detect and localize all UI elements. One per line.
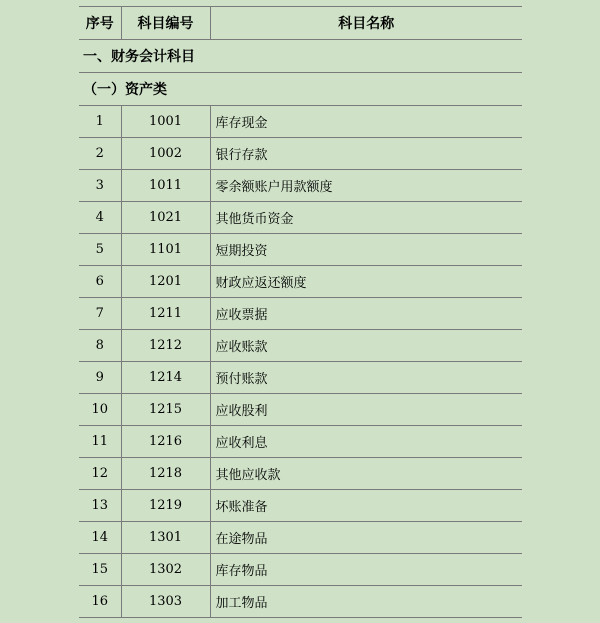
table-row [79,586,522,618]
row-name: 坏账准备 [210,490,522,522]
row-seq: 4 [79,202,121,234]
row-seq: 2 [79,138,121,170]
row-code: 1214 [121,362,210,394]
table-row [79,330,522,362]
row-code: 1021 [121,202,210,234]
row-name: 短期投资 [210,234,522,266]
row-seq: 15 [79,554,121,586]
row-code: 1216 [121,426,210,458]
row-name: 银行存款 [210,138,522,170]
row-seq: 9 [79,362,121,394]
row-name: 其他货币资金 [210,202,522,234]
row-code: 1218 [121,458,210,490]
header-code: 科目编号 [121,7,210,40]
row-name: 库存现金 [210,106,522,138]
section-title-financial: 一、财务会计科目 [79,40,522,73]
row-code: 1002 [121,138,210,170]
table-row [79,202,522,234]
header-seq: 序号 [79,7,121,40]
row-name: 加工物品 [210,586,522,618]
row-code: 1301 [121,522,210,554]
row-name: 库存物品 [210,554,522,586]
row-seq: 1 [79,106,121,138]
row-code: 1001 [121,106,210,138]
table-row [79,362,522,394]
account-table-document [79,6,522,618]
table-row [79,234,522,266]
row-code: 1212 [121,330,210,362]
row-name: 零余额账户用款额度 [210,170,522,202]
row-name: 应收票据 [210,298,522,330]
row-code: 1011 [121,170,210,202]
row-name: 财政应返还额度 [210,266,522,298]
section-title-assets: （一）资产类 [79,73,522,106]
table-row [79,170,522,202]
table-row [79,458,522,490]
row-seq: 16 [79,586,121,618]
row-seq: 11 [79,426,121,458]
header-name: 科目名称 [210,7,522,40]
row-seq: 5 [79,234,121,266]
table-row [79,426,522,458]
row-code: 1302 [121,554,210,586]
section-row-financial [79,40,522,73]
table-row [79,106,522,138]
table-row [79,522,522,554]
table-row [79,298,522,330]
row-seq: 10 [79,394,121,426]
row-seq: 12 [79,458,121,490]
row-seq: 13 [79,490,121,522]
row-code: 1303 [121,586,210,618]
row-seq: 3 [79,170,121,202]
row-seq: 14 [79,522,121,554]
row-code: 1211 [121,298,210,330]
row-code: 1219 [121,490,210,522]
table-row [79,138,522,170]
row-name: 其他应收款 [210,458,522,490]
table-row [79,490,522,522]
row-seq: 6 [79,266,121,298]
row-code: 1101 [121,234,210,266]
table-row [79,266,522,298]
account-table [79,6,522,618]
row-name: 应收利息 [210,426,522,458]
table-row [79,554,522,586]
table-row [79,394,522,426]
section-row-assets [79,73,522,106]
row-name: 预付账款 [210,362,522,394]
row-seq: 7 [79,298,121,330]
row-seq: 8 [79,330,121,362]
table-header-row [79,7,522,40]
row-code: 1201 [121,266,210,298]
row-code: 1215 [121,394,210,426]
row-name: 应收股利 [210,394,522,426]
row-name: 在途物品 [210,522,522,554]
row-name: 应收账款 [210,330,522,362]
